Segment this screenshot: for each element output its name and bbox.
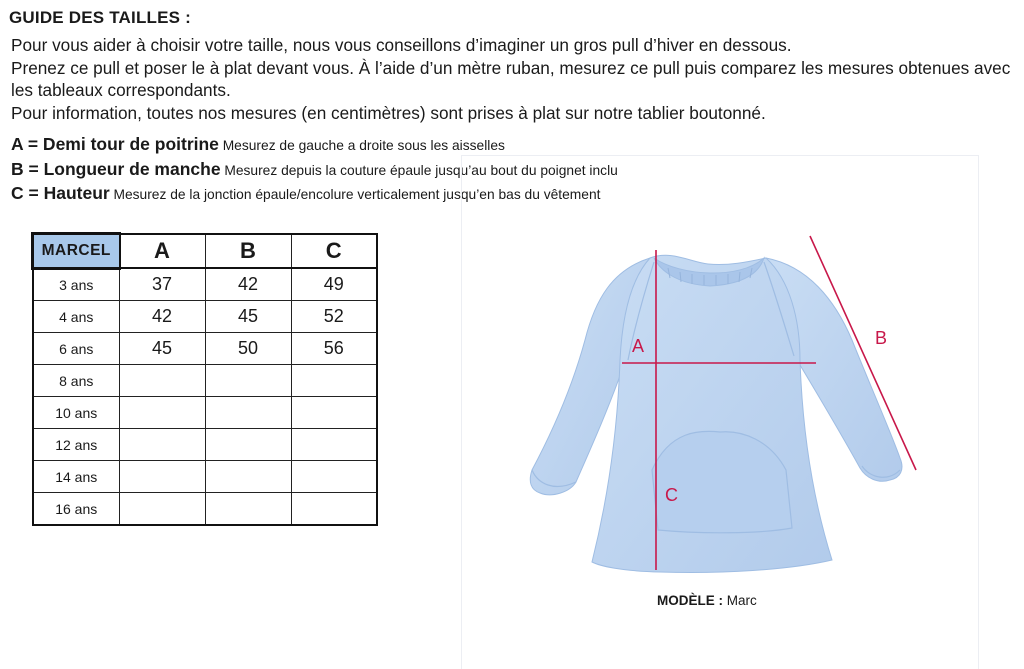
measure-c-label: C = Hauteur — [11, 183, 110, 203]
value-cell: 45 — [205, 301, 291, 333]
value-cell: 50 — [205, 333, 291, 365]
size-cell: 16 ans — [33, 493, 119, 526]
size-cell: 14 ans — [33, 461, 119, 493]
size-cell: 4 ans — [33, 301, 119, 333]
caption-value: Marc — [723, 593, 757, 608]
intro-paragraph: Pour information, toutes nos mesures (en centimètres) sont prises à plat sur notre tablier boutonné. — [11, 102, 766, 123]
value-cell: 37 — [119, 268, 205, 301]
page-title: GUIDE DES TAILLES : — [9, 8, 191, 27]
value-cell: 42 — [119, 301, 205, 333]
size-cell: 6 ans — [33, 333, 119, 365]
label-c: C — [665, 485, 678, 505]
measure-a-desc: Mesurez de gauche a droite sous les aisselles — [222, 138, 505, 153]
measure-b-label: B = Longueur de manche — [11, 158, 221, 179]
value-cell: 52 — [291, 301, 377, 333]
intro-paragraph: Prenez ce pull et poser le à plat devant vous. À l’aide d’un mètre ruban, mesurez ce pull puis comparez les mesures obtenues avec les tableaux correspondants. — [11, 57, 1011, 100]
column-header-c: C — [291, 234, 377, 268]
value-cell: 45 — [119, 333, 205, 365]
model-caption — [657, 593, 757, 608]
value-cell: 56 — [291, 333, 377, 365]
value-cell: 49 — [291, 268, 377, 301]
intro-paragraph: Pour vous aider à choisir votre taille, nous vous conseillons d’imaginer un gros pull d’hiver en dessous. — [11, 35, 792, 55]
size-cell: 8 ans — [33, 365, 119, 397]
size-cell: 12 ans — [33, 429, 119, 461]
measure-a-label: A = Demi tour de poitrine — [11, 134, 219, 154]
label-a: A — [632, 336, 645, 356]
column-header-model: MARCEL — [33, 234, 119, 268]
value-cell: 42 — [205, 268, 291, 301]
caption-label: MODÈLE : — [657, 593, 723, 608]
measure-c-desc: Mesurez de la jonction épaule/encolure verticalement jusqu’en bas du vêtement — [113, 187, 601, 202]
size-cell: 10 ans — [33, 397, 119, 429]
garment-shape — [530, 255, 902, 572]
measure-b-desc: Mesurez depuis la couture épaule jusqu’au bout du poignet inclu — [224, 162, 618, 178]
column-header-b: B — [205, 234, 291, 268]
label-b: B — [875, 328, 888, 348]
size-cell: 3 ans — [33, 268, 119, 301]
column-header-a: A — [119, 234, 205, 268]
